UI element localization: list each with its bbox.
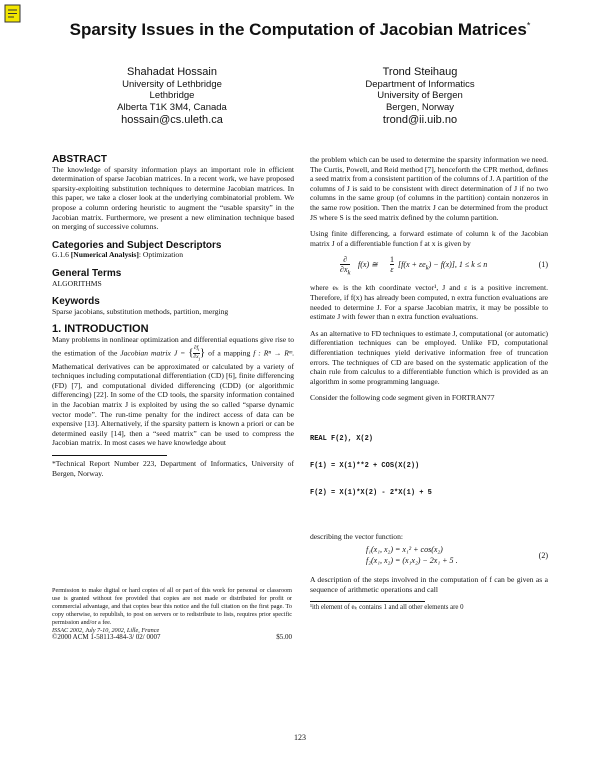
equation-number: (1) [538, 260, 548, 270]
author-name: Shahadat Hossain [127, 66, 217, 78]
keywords-text: Sparse jacobians, substitution methods, partition, merging [52, 306, 229, 316]
abstract-text: The knowledge of sparsity information plays an important role in efficient determination of sparse Jacobian matrices. In a recent work, we have proposed sparsity-exploiting substitution techniques to determine Jacobian matrices. In this paper, we take a closer look at the underlying combinatorial problem. We propose a column ordering heuristic to augment the “usable sparsity” in the Jacobian matrix. Furthermore, we present a new elimination technique based on merging of successive columns. [52, 164, 294, 232]
right-paragraph: Using finite differencing, a forward estimate of column k of the Jacobian matrix J of a differentiable function f at x is given by [310, 229, 548, 248]
permission-block [52, 587, 292, 642]
right-paragraph: Consider the following code segment given in FORTRAN77 [310, 393, 495, 403]
footnote-star: *Technical Report Number 223, Department of Informatics, University of Bergen, Norway. [52, 459, 294, 478]
code-block [310, 417, 548, 516]
footnote-1: ¹ith element of eₖ contains 1 and all other elements are 0 [310, 603, 464, 611]
categories-heading: Categories and Subject Descriptors [52, 239, 222, 251]
right-paragraph: A description of the steps involved in the computation of f can be given as a sequence of arithmetic operations and call [310, 575, 548, 595]
author-affiliation: Alberta T1K 3M4, Canada [117, 101, 227, 113]
author-affiliation: University of Lethbridge [122, 78, 222, 90]
footnote-divider [52, 455, 167, 456]
paper-title: Sparsity Issues in the Computation of Jacobian Matrices* [69, 20, 531, 39]
right-paragraph: As an alternative to FD techniques to estimate J, computational (or automatic) differentiation techniques can be employed. Unlike FD, computational differentiation techniques yield derivative information free of truncation errors. The techniques of CD are based on the systematic application of the chain rule from calculus to a differentiable function which is provided as an algorithm in some programming language. [310, 328, 548, 386]
page-number: 123 [294, 733, 306, 742]
code-line: REAL F(2), X(2) [310, 434, 374, 443]
author-affiliation: Lethbridge [149, 90, 195, 101]
copyright-text: ©2000 ACM 1-58113-484-3/ 02/ 0007 [52, 633, 161, 642]
terms-heading: General Terms [52, 267, 122, 279]
author-block-1 [82, 67, 262, 127]
conference-info: ISSAC 2002, July 7-10, 2002, Lille, France [52, 626, 160, 634]
categories-text: G.1.6 [Numerical Analysis]: Optimization [52, 250, 184, 260]
introduction-text: Many problems in nonlinear optimization and differential equations give rise to the estimation of the Jacobian matrix J = { $\frac{\partial f_i}{\partial x_j}$ } of a mapping f : Rⁿ → Rᵐ. Mathematical derivatives can be approximated or calculated by a variety of techniques including computational differentiation (CD) [6], finite differencing (FD) [7], and computational divided differencing (CDD) (or algorithmic differencing) [22]. In some of the CD tools, the sparsity information contained in the Jacobian matrix J is exploited by using the so called “sparse dynamic vector mode”. The run-time penalty for the indirect access of data can be expensive [13]. Alternatively, if the sparsity pattern is known a priori or can be determined easily [14], then a “seed matrix” can be used to compress the Jacobian matrix. In most cases we have knowledge about [52, 334, 294, 448]
author-affiliation: Bergen, Norway [385, 101, 455, 113]
keywords-heading: Keywords [52, 296, 100, 308]
abstract-heading: ABSTRACT [52, 154, 107, 165]
code-line: F(1) = X(1)**2 + COS(X(2)) [310, 461, 420, 470]
footnote-divider [310, 601, 425, 602]
right-paragraph: describing the vector function: [310, 531, 403, 541]
price-text: $5.00 [276, 633, 292, 642]
equation-1: ∂ $\partial x_k$ f(x) ≅ 1 ε $[f(x + \varepsilon e_k) - f(x)]$, 1 ≤ k ≤ n (1) [340, 255, 548, 277]
author-email[interactable]: hossain@cs.uleth.ca [121, 114, 223, 126]
copyright-line [52, 634, 292, 642]
right-paragraph: where eₖ is the kth coordinate vector¹, J and ε is a positive increment. Therefore, if f(x) has already been computed, n extra function evaluations are needed to determine J. For a sparse Jacobian matrix, it may be possible to estimate J with fewer than n extra function evaluations. [310, 283, 548, 322]
equation-number: (2) [538, 551, 548, 561]
terms-text: ALGORITHMS [52, 278, 102, 288]
author-affiliation: Department of Informatics [365, 78, 475, 90]
equation-line: f₂(x₁, x₂) = (x₁x₂) − 2x₁ + 5 . [366, 556, 458, 566]
left-column [52, 155, 294, 478]
right-paragraph: the problem which can be used to determine the sparsity information we need. The Curtis, Powell, and Reid method [7], henceforth the CPR method, defines a seed matrix from a consistent partition of the columns of J. A partition of the columns of J is said to be consistent with direct determination of J if no two columns in the same group (of columns in the partition) contain nonzeros in the same row position. Then the matrix J can be determined from the product JS where S is the seed matrix defined by the column partition. [310, 155, 548, 222]
equation-line: f₁(x₁, x₂) = x₁² + cos(x₂) [366, 545, 443, 555]
introduction-heading: 1. INTRODUCTION [52, 323, 149, 336]
right-column [310, 155, 548, 612]
author-name: Trond Steihaug [382, 66, 458, 78]
code-line: F(2) = X(1)*X(2) - 2*X(1) + 5 [310, 488, 432, 497]
author-affiliation: University of Bergen [377, 90, 463, 101]
permission-text: Permission to make digital or hard copies of all or part of this work for personal or classroom use is granted without fee provided that copies are not made or distributed for profit or commercial advantage, and that copies bear this notice and the full citation on the first page. To copy otherwise, to republish, to post on servers or to redistribute to lists, requires prior specific permission and/or a fee. [52, 587, 292, 626]
author-block-2 [330, 67, 510, 127]
author-email[interactable]: trond@ii.uib.no [382, 114, 458, 126]
equation-2 [310, 545, 548, 569]
